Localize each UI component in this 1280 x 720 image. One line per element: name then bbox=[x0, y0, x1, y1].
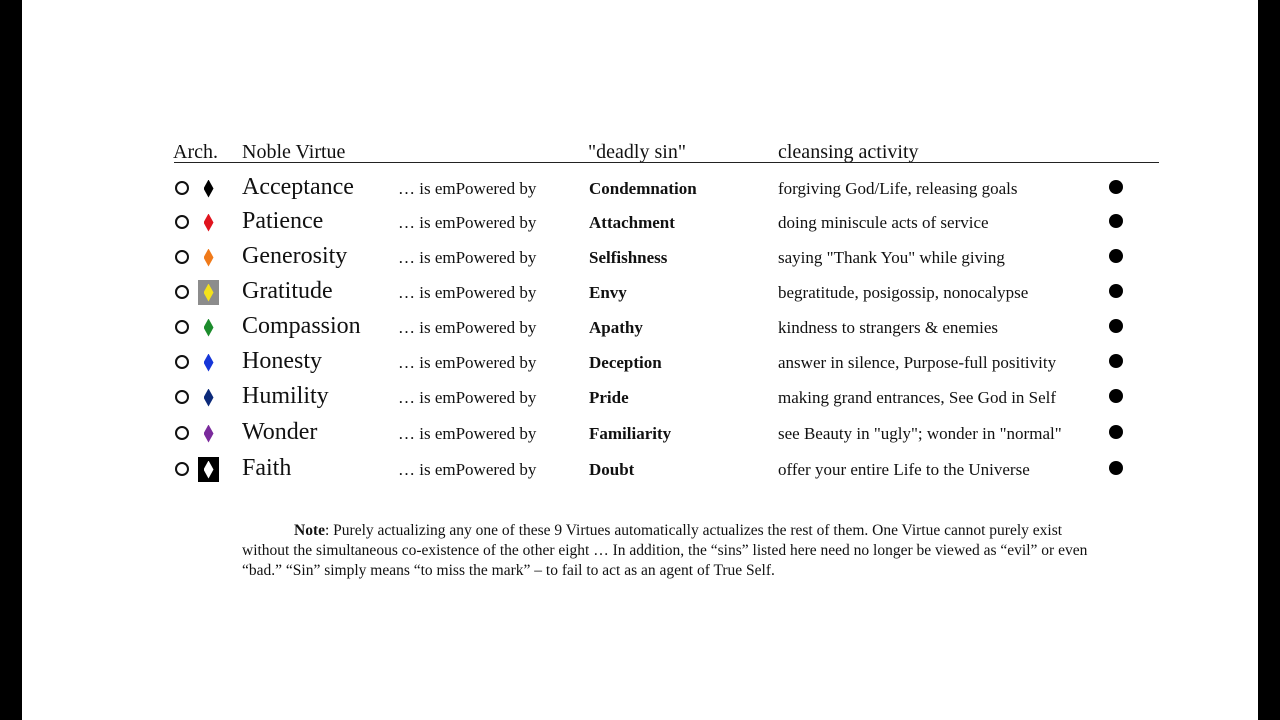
header-noble-virtue: Noble Virtue bbox=[242, 141, 346, 163]
footnote bbox=[242, 521, 1112, 581]
dot-icon bbox=[1109, 214, 1123, 228]
diamond-icon bbox=[204, 180, 214, 198]
diamond-icon bbox=[204, 319, 214, 337]
deadly-sin: Selfishness bbox=[589, 248, 668, 267]
document-page bbox=[22, 0, 1258, 720]
header-cleansing-activity: cleansing activity bbox=[778, 141, 919, 163]
virtue-name: Humility bbox=[242, 383, 329, 409]
diamond-box bbox=[198, 280, 219, 305]
circle-icon bbox=[175, 462, 189, 476]
empowered-phrase: … is emPowered by bbox=[398, 388, 537, 407]
circle-icon bbox=[175, 355, 189, 369]
circle-icon bbox=[175, 285, 189, 299]
empowered-phrase: … is emPowered by bbox=[398, 424, 537, 443]
header-deadly-sin: "deadly sin" bbox=[588, 141, 686, 163]
circle-icon bbox=[175, 181, 189, 195]
diamond-box bbox=[198, 457, 219, 482]
virtue-name: Compassion bbox=[242, 313, 361, 339]
virtue-name: Acceptance bbox=[242, 174, 354, 200]
circle-icon bbox=[175, 215, 189, 229]
virtue-row bbox=[22, 275, 1258, 307]
deadly-sin: Doubt bbox=[589, 460, 635, 479]
empowered-phrase: … is emPowered by bbox=[398, 353, 537, 372]
virtue-name: Honesty bbox=[242, 348, 322, 374]
cleansing-activity: making grand entrances, See God in Self bbox=[778, 388, 1057, 407]
diamond-icon bbox=[204, 425, 214, 443]
empowered-phrase: … is emPowered by bbox=[398, 283, 537, 302]
dot-icon bbox=[1109, 425, 1123, 439]
deadly-sin: Envy bbox=[589, 283, 627, 302]
diamond-icon bbox=[204, 284, 214, 302]
circle-icon bbox=[175, 426, 189, 440]
diamond-box bbox=[198, 350, 219, 375]
virtue-name: Patience bbox=[242, 208, 324, 234]
virtue-name: Generosity bbox=[242, 243, 348, 269]
virtue-row bbox=[22, 380, 1258, 412]
empowered-phrase: … is emPowered by bbox=[398, 213, 537, 232]
diamond-icon bbox=[204, 214, 214, 232]
dot-icon bbox=[1109, 249, 1123, 263]
diamond-box bbox=[198, 385, 219, 410]
virtue-row bbox=[22, 240, 1258, 272]
deadly-sin: Apathy bbox=[589, 318, 643, 337]
circle-icon bbox=[175, 320, 189, 334]
cleansing-activity: kindness to strangers & enemies bbox=[778, 318, 999, 337]
diamond-box bbox=[198, 421, 219, 446]
diamond-icon bbox=[204, 249, 214, 267]
diamond-box bbox=[198, 176, 219, 201]
deadly-sin: Condemnation bbox=[589, 179, 697, 198]
deadly-sin: Attachment bbox=[589, 213, 675, 232]
dot-icon bbox=[1109, 284, 1123, 298]
virtue-row bbox=[22, 452, 1258, 484]
dot-icon bbox=[1109, 461, 1123, 475]
empowered-phrase: … is emPowered by bbox=[398, 460, 537, 479]
diamond-icon bbox=[204, 461, 214, 479]
diamond-box bbox=[198, 210, 219, 235]
note-text: : Purely actualizing any one of these 9 Virtues automatically actualizes the rest of them. One Virtue cannot purely exist without the simultaneous co-existence of the other eight … In addition, the “sins” listed here need no longer be viewed as “evil” or even “bad.” “Sin” simply means “to miss the mark” – to fail to act as an agent of True Self. bbox=[242, 521, 1088, 579]
circle-icon bbox=[175, 390, 189, 404]
virtue-row bbox=[22, 416, 1258, 448]
cleansing-activity: see Beauty in "ugly"; wonder in "normal" bbox=[778, 424, 1062, 443]
diamond-box bbox=[198, 315, 219, 340]
empowered-phrase: … is emPowered by bbox=[398, 318, 537, 337]
dot-icon bbox=[1109, 180, 1123, 194]
diamond-icon bbox=[204, 354, 214, 372]
virtue-row bbox=[22, 310, 1258, 342]
empowered-phrase: … is emPowered by bbox=[398, 248, 537, 267]
diamond-icon bbox=[204, 389, 214, 407]
dot-icon bbox=[1109, 319, 1123, 333]
cleansing-activity: doing miniscule acts of service bbox=[778, 213, 989, 232]
cleansing-activity: answer in silence, Purpose-full positivity bbox=[778, 353, 1057, 372]
virtue-name: Wonder bbox=[242, 419, 318, 445]
cleansing-activity: forgiving God/Life, releasing goals bbox=[778, 179, 1018, 198]
virtue-row bbox=[22, 205, 1258, 237]
note-label: Note bbox=[294, 521, 325, 539]
empowered-phrase: … is emPowered by bbox=[398, 179, 537, 198]
deadly-sin: Familiarity bbox=[589, 424, 672, 443]
dot-icon bbox=[1109, 354, 1123, 368]
virtue-row bbox=[22, 171, 1258, 203]
circle-icon bbox=[175, 250, 189, 264]
cleansing-activity: saying "Thank You" while giving bbox=[778, 248, 1005, 267]
deadly-sin: Pride bbox=[589, 388, 629, 407]
header-rule bbox=[174, 162, 1159, 163]
dot-icon bbox=[1109, 389, 1123, 403]
virtue-name: Gratitude bbox=[242, 278, 333, 304]
virtue-row bbox=[22, 345, 1258, 377]
virtue-name: Faith bbox=[242, 455, 292, 481]
diamond-box bbox=[198, 245, 219, 270]
cleansing-activity: begratitude, posigossip, nonocalypse bbox=[778, 283, 1029, 302]
deadly-sin: Deception bbox=[589, 353, 662, 372]
cleansing-activity: offer your entire Life to the Universe bbox=[778, 460, 1030, 479]
header-arch: Arch. bbox=[173, 141, 218, 163]
